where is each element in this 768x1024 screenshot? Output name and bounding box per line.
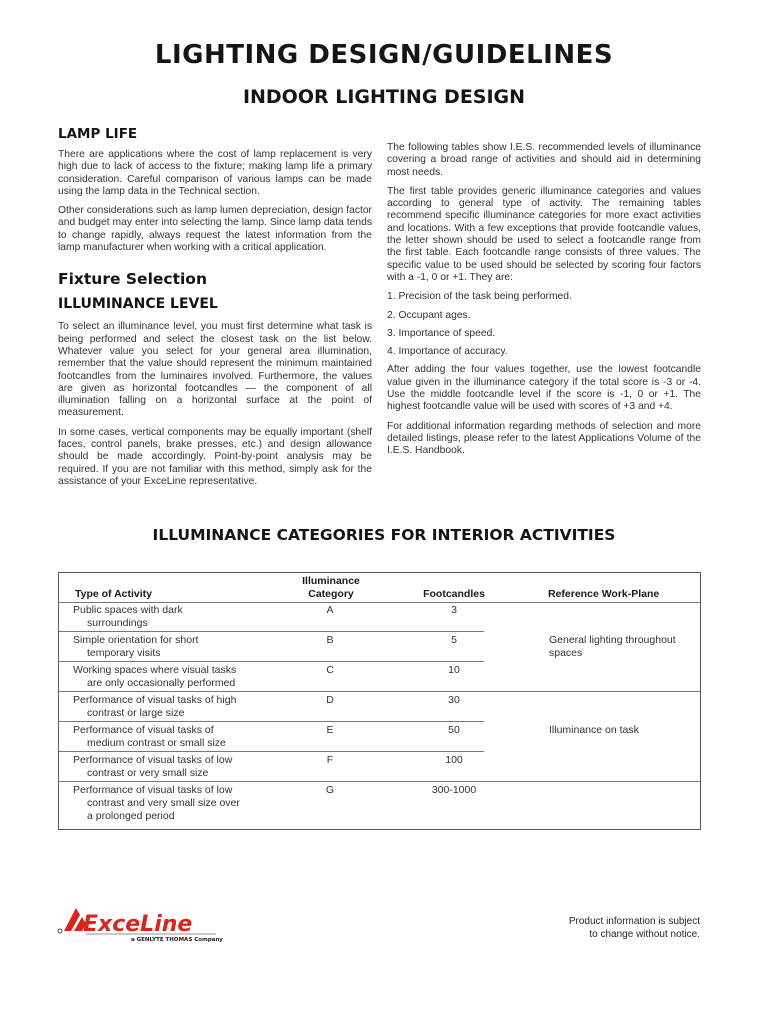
row-activity: Simple orientation for short temporary visits xyxy=(73,634,199,659)
factor-list-item: 4. Importance of accuracy. xyxy=(387,346,508,358)
header-category-line2: Category xyxy=(308,588,354,600)
row-category: D xyxy=(326,694,334,706)
row-activity: Public spaces with dark surroundings xyxy=(73,604,183,629)
lamp-life-heading: LAMP LIFE xyxy=(58,126,138,142)
row-activity: Working spaces where visual tasks are only occasionally performed xyxy=(73,664,237,689)
row-category: G xyxy=(325,784,335,796)
factor-list-item: 1. Precision of the task being performed. xyxy=(387,291,572,303)
disclaimer-note: Product information is subject to change without notice. xyxy=(568,916,700,940)
row-footcandles: 30 xyxy=(448,694,460,706)
header-footcandles: Footcandles xyxy=(423,588,485,600)
left-column xyxy=(58,126,372,495)
illuminance-paragraph-2: In some cases, vertical components may be equally important (shelf faces, control panels, brake presses, etc.) and design allowance should be made accordingly. Point-by-point analysis may be required. If you are not familiar with this method, simply ask for the assistance of your ExceLine representative. xyxy=(58,426,372,487)
row-category: A xyxy=(326,604,334,616)
row-footcandles: 5 xyxy=(451,634,457,646)
row-divider xyxy=(59,661,484,662)
illuminance-level-heading: ILLUMINANCE LEVEL xyxy=(58,296,218,313)
lamp-life-paragraph-1: There are applications where the cost of lamp replacement is very high due to lack of access to the fixture; making lamp life a primary consideration. Careful comparison of various lamps can be made using the lamp data in the Technical section. xyxy=(58,149,372,197)
row-category: F xyxy=(326,754,334,766)
row-category: E xyxy=(326,724,334,736)
header-activity: Type of Activity xyxy=(75,588,153,600)
factor-list-item: 2. Occupant ages. xyxy=(387,309,471,321)
row-activity: Performance of visual tasks of medium contrast or small size xyxy=(73,724,226,749)
row-category: C xyxy=(326,664,334,676)
group-divider xyxy=(59,691,700,692)
scoring-paragraph: After adding the four values together, use the lowest footcandle value given in the illuminance category if the total score is -3 or -4. Use the middle footcandle level if the score is -1, 0 or +1. The highest footcandle value will be used with scores of +3 and +4. xyxy=(387,364,701,413)
row-footcandles: 10 xyxy=(448,664,460,676)
logo-wordmark: ExceLine xyxy=(83,912,193,937)
row-activity: Performance of visual tasks of low contrast and very small size over a prolonged period xyxy=(73,784,240,822)
page-title: LIGHTING DESIGN/GUIDELINES xyxy=(154,40,614,70)
page-subtitle: INDOOR LIGHTING DESIGN xyxy=(242,86,526,108)
reference-general-lighting: General lighting throughout spaces xyxy=(549,634,676,659)
reference-illuminance-on-task: Illuminance on task xyxy=(549,724,639,736)
header-divider xyxy=(59,602,700,603)
row-activity: Performance of visual tasks of high contrast or large size xyxy=(73,694,237,719)
row-divider xyxy=(59,721,484,722)
row-divider xyxy=(59,631,484,632)
factor-list-item: 3. Importance of speed. xyxy=(387,327,496,339)
registered-mark-icon xyxy=(58,929,62,933)
fixture-selection-heading: Fixture Selection xyxy=(58,270,207,289)
row-footcandles: 300-1000 xyxy=(431,784,477,796)
table-title: ILLUMINANCE CATEGORIES FOR INTERIOR ACTIVITIES xyxy=(152,526,616,544)
additional-info-paragraph: For additional information regarding methods of selection and more detailed listings, please refer to the latest Applications Volume of the I.E.S. Handbook. xyxy=(387,420,701,457)
illuminance-table xyxy=(58,572,701,830)
intro-paragraph: The following tables show I.E.S. recommended levels of illuminance covering a broad range of activities and should aid in determining most needs. xyxy=(387,142,701,178)
header-category-line1: Illuminance xyxy=(302,575,360,587)
right-column xyxy=(387,142,701,465)
row-divider xyxy=(59,751,484,752)
row-footcandles: 50 xyxy=(448,724,460,736)
illuminance-paragraph-1: To select an illuminance level, you must first determine what task is being performed and select the closest task on the list below. Whatever value you select for your general area illumination, remember that the value should represent the minimum maintained footcandles from the luminaires involved. Furthermore, the values are given as horizontal footcandles — the component of all illumination falling on a horizontal surface at the point of measurement. xyxy=(58,321,372,419)
first-table-paragraph: The first table provides generic illuminance categories and values according to general type of activity. The remaining tables recommend specific illuminance categories for more exact activities and locations. With a few exceptions that provide footcandle values, the letter shown should be used to select a footcandle range from the first table. Each footcandle range consists of three values. The specific value to be used should be selected by scoring four factors with a -1, 0 or +1. They are: xyxy=(387,185,701,283)
group-divider xyxy=(59,781,700,782)
exceline-logo xyxy=(56,904,231,944)
header-reference: Reference Work-Plane xyxy=(548,588,660,600)
lamp-life-paragraph-2: Other considerations such as lamp lumen depreciation, design factor and budget may enter into selecting the lamp. Since lamp data tends to change rapidly, always request the latest information from the lamp manufacturer when working with a critical application. xyxy=(58,205,372,254)
row-activity: Performance of visual tasks of low contrast or very small size xyxy=(73,754,233,779)
row-category: B xyxy=(326,634,334,646)
row-footcandles: 100 xyxy=(445,754,463,766)
logo-subtext: a GENLYTE THOMAS Company xyxy=(131,937,223,943)
row-footcandles: 3 xyxy=(451,604,457,616)
